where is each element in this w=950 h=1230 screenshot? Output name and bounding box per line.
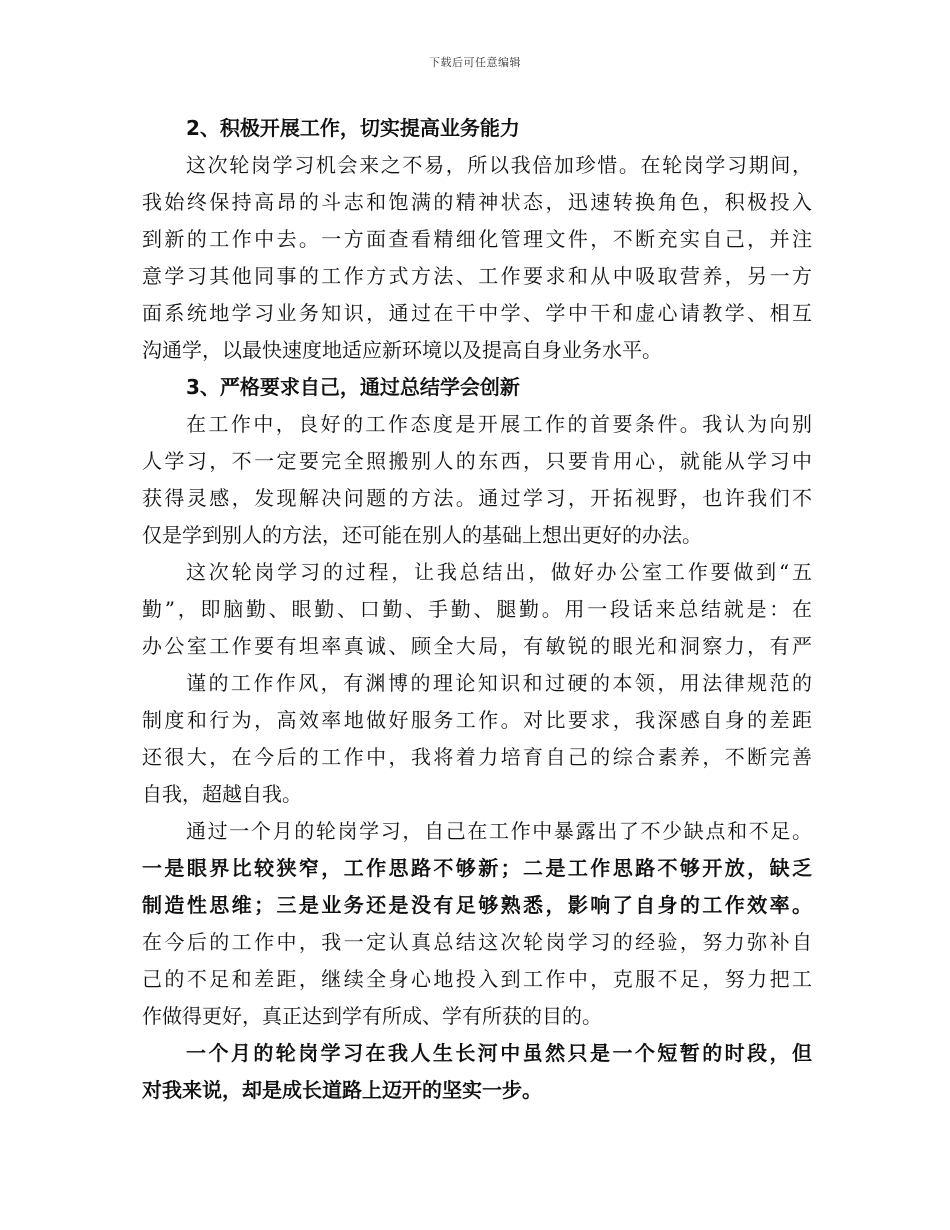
text-line: 在今后的工作中，我一定认真总结这次轮岗学习的经验，努力弥补自 <box>142 930 812 954</box>
text-line: 这次轮岗学习的过程，让我总结出，做好办公室工作要做到“五 <box>186 560 812 584</box>
text-line: 制造性思维；三是业务还是没有足够熟悉，影响了自身的工作效率。 <box>142 893 812 917</box>
page-header-note: 下载后可任意编辑 <box>429 56 521 69</box>
text-line: 对我来说，却是成长道路上迈开的坚实一步。 <box>142 1078 542 1102</box>
text-line: 己的不足和差距，继续全身心地投入到工作中，克服不足，努力把工 <box>142 967 812 991</box>
text-line: 意学习其他同事的工作方式方法、工作要求和从中吸取营养，另一方 <box>142 264 812 288</box>
text-line: 这次轮岗学习机会来之不易，所以我倍加珍惜。在轮岗学习期间， <box>186 153 812 177</box>
text-line: 自我，超越自我。 <box>142 782 302 806</box>
text-line: 人学习，不一定要完全照搬别人的东西，只要肯用心，就能从学习中 <box>142 449 812 473</box>
text-line: 一是眼界比较狭窄，工作思路不够新；二是工作思路不够开放，缺乏 <box>142 856 812 880</box>
text-line: 办公室工作要有坦率真诚、顾全大局，有敏锐的眼光和洞察力，有严 <box>142 634 812 658</box>
text-line: 一个月的轮岗学习在我人生长河中虽然只是一个短暂的时段，但 <box>186 1041 812 1065</box>
text-line: 勤”，即脑勤、眼勤、口勤、手勤、腿勤。用一段话来总结就是：在 <box>142 597 812 621</box>
text-line: 到新的工作中去。一方面查看精细化管理文件，不断充实自己，并注 <box>142 227 812 251</box>
text-line: 仅是学到别人的方法，还可能在别人的基础上想出更好的办法。 <box>142 523 702 547</box>
text-line: 获得灵感，发现解决问题的方法。通过学习，开拓视野，也许我们不 <box>142 486 812 510</box>
text-line: 谨的工作作风，有渊博的理论知识和过硬的本领，用法律规范的 <box>186 671 812 695</box>
text-line: 面系统地学习业务知识，通过在干中学、学中干和虚心请教学、相互 <box>142 301 812 325</box>
text-line: 3、严格要求自己，通过总结学会创新 <box>186 375 520 399</box>
document-body <box>142 110 812 1109</box>
text-line: 我始终保持高昂的斗志和饱满的精神状态，迅速转换角色，积极投入 <box>142 190 812 214</box>
text-line: 作做得更好，真正达到学有所成、学有所获的目的。 <box>142 1004 602 1028</box>
text-line: 还很大，在今后的工作中，我将着力培育自己的综合素养，不断完善 <box>142 745 812 769</box>
text-line: 通过一个月的轮岗学习，自己在工作中暴露出了不少缺点和不足。 <box>186 819 812 843</box>
text-line: 在工作中，良好的工作态度是开展工作的首要条件。我认为向别 <box>186 412 812 436</box>
text-line: 2、积极开展工作，切实提高业务能力 <box>186 116 520 140</box>
text-line: 制度和行为，高效率地做好服务工作。对比要求，我深感自身的差距 <box>142 708 812 732</box>
text-line: 沟通学，以最快速度地适应新环境以及提高自身业务水平。 <box>142 338 662 362</box>
